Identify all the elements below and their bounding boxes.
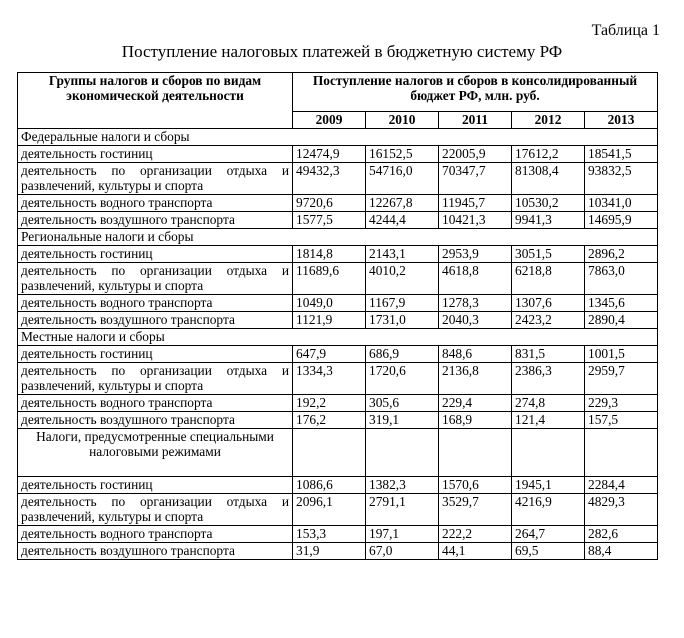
table-row bbox=[18, 163, 658, 195]
group-column-header: Группы налогов и сборов по видам экономической деятельности bbox=[18, 73, 293, 129]
table-row bbox=[18, 363, 658, 395]
value-cell: 10530,2 bbox=[512, 195, 585, 212]
value-cell: 2896,2 bbox=[585, 246, 658, 263]
value-cell: 2040,3 bbox=[439, 312, 512, 329]
table-row bbox=[18, 412, 658, 429]
value-cell: 2284,4 bbox=[585, 477, 658, 494]
year-header: 2009 bbox=[293, 112, 366, 129]
table-row bbox=[18, 146, 658, 163]
activity-name-cell: деятельность воздушного транспорта bbox=[18, 312, 293, 329]
value-cell: 1049,0 bbox=[293, 295, 366, 312]
value-cell: 2953,9 bbox=[439, 246, 512, 263]
value-cell: 2143,1 bbox=[366, 246, 439, 263]
value-cell: 1570,6 bbox=[439, 477, 512, 494]
activity-name-cell: деятельность воздушного транспорта bbox=[18, 543, 293, 560]
empty-cell bbox=[585, 429, 658, 477]
activity-name-cell: деятельность по организации отдыха и развлечений, культуры и спорта bbox=[18, 263, 293, 295]
table-row bbox=[18, 526, 658, 543]
value-cell: 197,1 bbox=[366, 526, 439, 543]
value-cell: 88,4 bbox=[585, 543, 658, 560]
section-header-row bbox=[18, 129, 658, 146]
table-row bbox=[18, 494, 658, 526]
section-title: Налоги, предусмотренные специальными налоговыми режимами bbox=[18, 429, 293, 477]
year-header: 2012 bbox=[512, 112, 585, 129]
value-cell: 7863,0 bbox=[585, 263, 658, 295]
table-row bbox=[18, 395, 658, 412]
value-cell: 2096,1 bbox=[293, 494, 366, 526]
value-cell: 4010,2 bbox=[366, 263, 439, 295]
table-row bbox=[18, 346, 658, 363]
activity-name-cell: деятельность по организации отдыха и развлечений, культуры и спорта bbox=[18, 363, 293, 395]
value-cell: 10421,3 bbox=[439, 212, 512, 229]
value-cell: 1577,5 bbox=[293, 212, 366, 229]
value-cell: 22005,9 bbox=[439, 146, 512, 163]
value-cell: 49432,3 bbox=[293, 163, 366, 195]
value-cell: 229,4 bbox=[439, 395, 512, 412]
activity-name-cell: деятельность воздушного транспорта bbox=[18, 212, 293, 229]
value-cell: 2386,3 bbox=[512, 363, 585, 395]
value-cell: 31,9 bbox=[293, 543, 366, 560]
section-title: Федеральные налоги и сборы bbox=[18, 129, 658, 146]
activity-name-cell: деятельность гостиниц bbox=[18, 477, 293, 494]
value-cell: 6218,8 bbox=[512, 263, 585, 295]
value-cell: 153,3 bbox=[293, 526, 366, 543]
table-body bbox=[18, 129, 658, 560]
value-cell: 1167,9 bbox=[366, 295, 439, 312]
value-cell: 2136,8 bbox=[439, 363, 512, 395]
value-cell: 647,9 bbox=[293, 346, 366, 363]
activity-name-cell: деятельность водного транспорта bbox=[18, 295, 293, 312]
value-cell: 44,1 bbox=[439, 543, 512, 560]
value-cell: 1731,0 bbox=[366, 312, 439, 329]
activity-name-cell: деятельность водного транспорта bbox=[18, 526, 293, 543]
value-cell: 17612,2 bbox=[512, 146, 585, 163]
value-cell: 81308,4 bbox=[512, 163, 585, 195]
value-cell: 1334,3 bbox=[293, 363, 366, 395]
value-cell: 305,6 bbox=[366, 395, 439, 412]
table-row bbox=[18, 543, 658, 560]
value-cell: 3529,7 bbox=[439, 494, 512, 526]
activity-name-cell: деятельность водного транспорта bbox=[18, 395, 293, 412]
value-cell: 1307,6 bbox=[512, 295, 585, 312]
empty-cell bbox=[512, 429, 585, 477]
table-caption: Поступление налоговых платежей в бюджетную систему РФ bbox=[121, 42, 563, 61]
value-cell: 4829,3 bbox=[585, 494, 658, 526]
activity-name-cell: деятельность гостиниц bbox=[18, 346, 293, 363]
value-cell: 192,2 bbox=[293, 395, 366, 412]
activity-name-cell: деятельность водного транспорта bbox=[18, 195, 293, 212]
activity-name-cell: деятельность воздушного транспорта bbox=[18, 412, 293, 429]
value-cell: 67,0 bbox=[366, 543, 439, 560]
value-cell: 222,2 bbox=[439, 526, 512, 543]
value-cell: 1945,1 bbox=[512, 477, 585, 494]
table-number-label: Таблица 1 bbox=[591, 22, 660, 39]
tax-revenue-table bbox=[17, 72, 658, 560]
year-header: 2013 bbox=[585, 112, 658, 129]
value-cell: 282,6 bbox=[585, 526, 658, 543]
section-header-row bbox=[18, 229, 658, 246]
table-row bbox=[18, 195, 658, 212]
value-cell: 848,6 bbox=[439, 346, 512, 363]
value-cell: 686,9 bbox=[366, 346, 439, 363]
value-cell: 11945,7 bbox=[439, 195, 512, 212]
value-cell: 2890,4 bbox=[585, 312, 658, 329]
value-cell: 69,5 bbox=[512, 543, 585, 560]
value-cell: 168,9 bbox=[439, 412, 512, 429]
value-cell: 1278,3 bbox=[439, 295, 512, 312]
table-row bbox=[18, 295, 658, 312]
section-title: Региональные налоги и сборы bbox=[18, 229, 658, 246]
value-cell: 4618,8 bbox=[439, 263, 512, 295]
table-row bbox=[18, 263, 658, 295]
value-cell: 121,4 bbox=[512, 412, 585, 429]
value-cell: 18541,5 bbox=[585, 146, 658, 163]
value-cell: 9941,3 bbox=[512, 212, 585, 229]
value-cell: 1814,8 bbox=[293, 246, 366, 263]
section-header-row bbox=[18, 329, 658, 346]
activity-name-cell: деятельность гостиниц bbox=[18, 146, 293, 163]
year-header: 2011 bbox=[439, 112, 512, 129]
value-cell: 93832,5 bbox=[585, 163, 658, 195]
value-cell: 70347,7 bbox=[439, 163, 512, 195]
value-cell: 2791,1 bbox=[366, 494, 439, 526]
value-cell: 831,5 bbox=[512, 346, 585, 363]
activity-name-cell: деятельность по организации отдыха и развлечений, культуры и спорта bbox=[18, 494, 293, 526]
table-row bbox=[18, 246, 658, 263]
empty-cell bbox=[366, 429, 439, 477]
value-cell: 2959,7 bbox=[585, 363, 658, 395]
value-cell: 274,8 bbox=[512, 395, 585, 412]
values-column-header: Поступление налогов и сборов в консолидированный бюджет РФ, млн. руб. bbox=[293, 73, 658, 112]
value-cell: 4216,9 bbox=[512, 494, 585, 526]
section-header-row bbox=[18, 429, 658, 477]
value-cell: 176,2 bbox=[293, 412, 366, 429]
table-row bbox=[18, 477, 658, 494]
activity-name-cell: деятельность гостиниц bbox=[18, 246, 293, 263]
value-cell: 1345,6 bbox=[585, 295, 658, 312]
value-cell: 2423,2 bbox=[512, 312, 585, 329]
value-cell: 3051,5 bbox=[512, 246, 585, 263]
value-cell: 319,1 bbox=[366, 412, 439, 429]
value-cell: 229,3 bbox=[585, 395, 658, 412]
value-cell: 157,5 bbox=[585, 412, 658, 429]
value-cell: 11689,6 bbox=[293, 263, 366, 295]
value-cell: 14695,9 bbox=[585, 212, 658, 229]
value-cell: 1382,3 bbox=[366, 477, 439, 494]
value-cell: 1001,5 bbox=[585, 346, 658, 363]
value-cell: 9720,6 bbox=[293, 195, 366, 212]
value-cell: 4244,4 bbox=[366, 212, 439, 229]
empty-cell bbox=[293, 429, 366, 477]
section-title: Местные налоги и сборы bbox=[18, 329, 658, 346]
value-cell: 1121,9 bbox=[293, 312, 366, 329]
value-cell: 10341,0 bbox=[585, 195, 658, 212]
table-row bbox=[18, 312, 658, 329]
value-cell: 12267,8 bbox=[366, 195, 439, 212]
empty-cell bbox=[439, 429, 512, 477]
value-cell: 54716,0 bbox=[366, 163, 439, 195]
table-row bbox=[18, 212, 658, 229]
year-header: 2010 bbox=[366, 112, 439, 129]
value-cell: 1720,6 bbox=[366, 363, 439, 395]
activity-name-cell: деятельность по организации отдыха и развлечений, культуры и спорта bbox=[18, 163, 293, 195]
value-cell: 264,7 bbox=[512, 526, 585, 543]
value-cell: 1086,6 bbox=[293, 477, 366, 494]
value-cell: 16152,5 bbox=[366, 146, 439, 163]
value-cell: 12474,9 bbox=[293, 146, 366, 163]
